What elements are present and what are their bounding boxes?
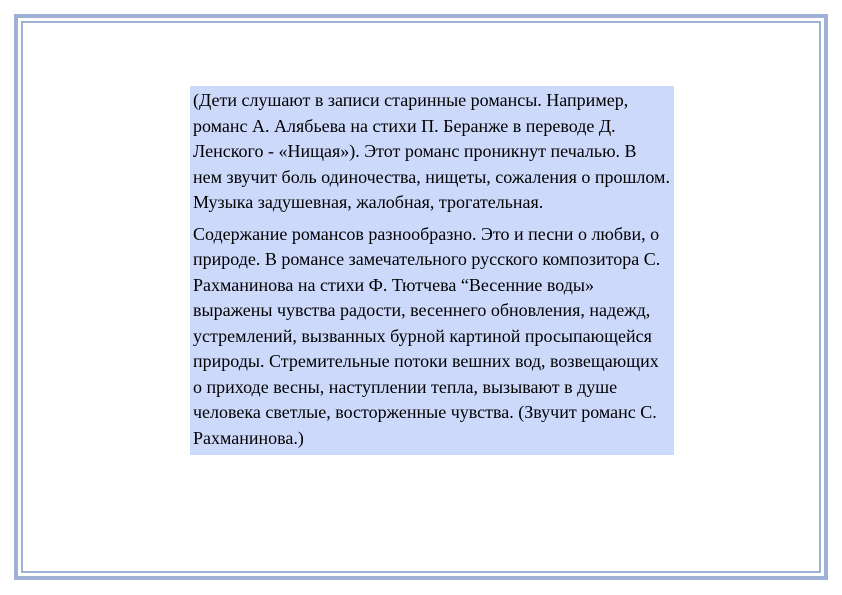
paragraph-children-listen: (Дети слушают в записи старинные романсы. Например, романс А. Алябьева на стихи П. Беранже в переводе Д. Ленского - «Нищая»). Этот романс проникнут печалью. В нем звучит боль одиночества, нищеты, сожаления о прошлом. Музыка задушевная, жалобная, трогательная. (193, 90, 670, 212)
paragraph-romance-content: Содержание романсов разнообразно. Это и песни о любви, о природе. В романсе замечательного русского композитора С. Рахманинова на стихи Ф. Тютчева “Весенние воды» выражены чувства радости, весеннего обновления, надежд, устремлений, вызванных бурной картиной просыпающейся природы. Стремительные потоки вешних вод, возвещающих о приходе весны, наступлении тепла, вызывают в душе человека светлые, восторженные чувства. (Звучит романс С. Рахманинова.) (193, 223, 661, 448)
text-box (190, 86, 674, 455)
